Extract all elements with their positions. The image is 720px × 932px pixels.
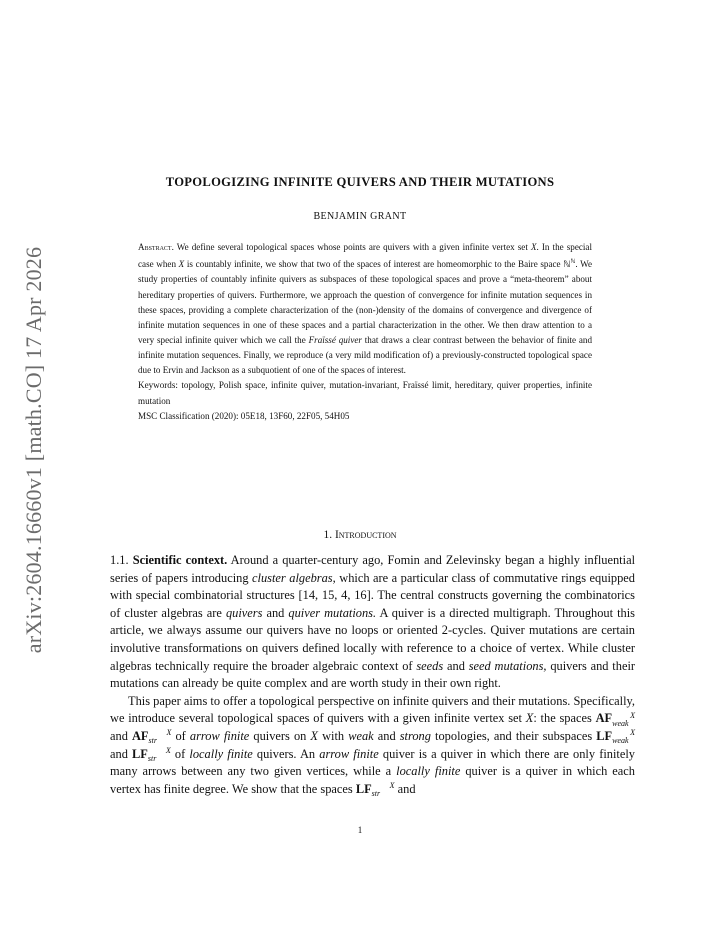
page-number: 1 — [357, 825, 363, 835]
lf-str-scripts: X str — [147, 745, 171, 763]
fraisse-term: Fraïssé quiver — [308, 334, 362, 345]
keywords-line: Keywords: topology, Polish space, infinite quiver, mutation-invariant, Fraïssé limit, hereditary, quiver properties, infinite mutation — [138, 380, 592, 406]
arxiv-identifier: arXiv:2604.16660v1 [math.CO] 17 Apr 2026 — [21, 246, 46, 654]
section-heading-introduction: 1. Introduction — [323, 529, 397, 541]
subsection-heading: Scientific context. — [132, 553, 228, 567]
abstract-text: Abstract. We define several topological spaces whose points are quivers with a given infinite vertex set X. In the special case when X is countably infinite, we show that two of the spaces of interest are homeomorphic to the Baire space ℕ$^ℕ$. We study properties of countably infinite quivers as subspaces of these topological spaces and prove a “meta-theorem” about hereditary properties of quivers. Furthermore, we approach the question of convergence for infinite mutation sequences in these spaces, providing a complete characterization of the (non-)density of the domains of convergence and divergence of infinite mutation sequences in one of these spaces and a partial characterization in the other. We then draw attention to a very special infinite quiver which we call the Fraïssé quiver that draws a clear contrast between the behavior of finite and infinite mutation sequences. Finally, we reproduce (a very mild modification of) a previously-constructed topological space due to Ervin and Jackson as a subquotient of one of the spaces of interest. — [138, 242, 592, 376]
paper-author: BENJAMIN GRANT — [313, 211, 407, 222]
msc-classification: MSC Classification (2020): 05E18, 13F60, 22F05, 54H05 — [138, 410, 350, 421]
lf-weak-scripts: X weak — [612, 728, 635, 746]
paragraph-scientific-context: 1.1. Scientific context. Around a quarter-century ago, Fomin and Zelevinsky began a highly influential series of papers introducing cluster algebras, which are a particular class of commutative rings equipped with special combinatorial structures [14, 15, 4, 16]. The central constructs governing the combinatorics of cluster algebras are quivers and quiver mutations. A quiver is a directed multigraph. Throughout this article, we always assume our quivers have no loops or oriented 2-cycles. Quiver mutations are certain involutive transformations on quivers defined locally with reference to a choice of vertex. While cluster algebras technically require the broader algebraic context of seeds and seed mutations, quivers and their mutations can already be quite complex and are worth study in their own right. — [110, 553, 636, 691]
abstract-label: Abstract. — [138, 242, 174, 252]
lf-str-scripts-2: X str — [371, 780, 395, 798]
abstract-block — [138, 240, 592, 424]
arxiv-sidebar-stamp — [18, 240, 50, 660]
paragraph-aims: This paper aims to offer a topological perspective on infinite quivers and their mutations. Specifically, we introduce several topological spaces of quivers with a given infinite vertex set X: the spaces AF X weak and AF X str of arrow finite quivers on X with weak and strong topologies, and their subspaces LF X weak and LF X str of locally finite quivers. An arrow finite quiver is a quiver in which there are only finitely many arrows between any two given vertices, while a locally finite quiver is a quiver in which each vertex has finite degree. We show that the spaces LF X str and — [110, 693, 636, 798]
body-text — [110, 552, 635, 798]
af-str-scripts: X str — [148, 728, 172, 746]
paper-title: TOPOLOGIZING INFINITE QUIVERS AND THEIR MUTATIONS — [165, 175, 555, 189]
af-weak-scripts: X weak — [612, 710, 635, 728]
